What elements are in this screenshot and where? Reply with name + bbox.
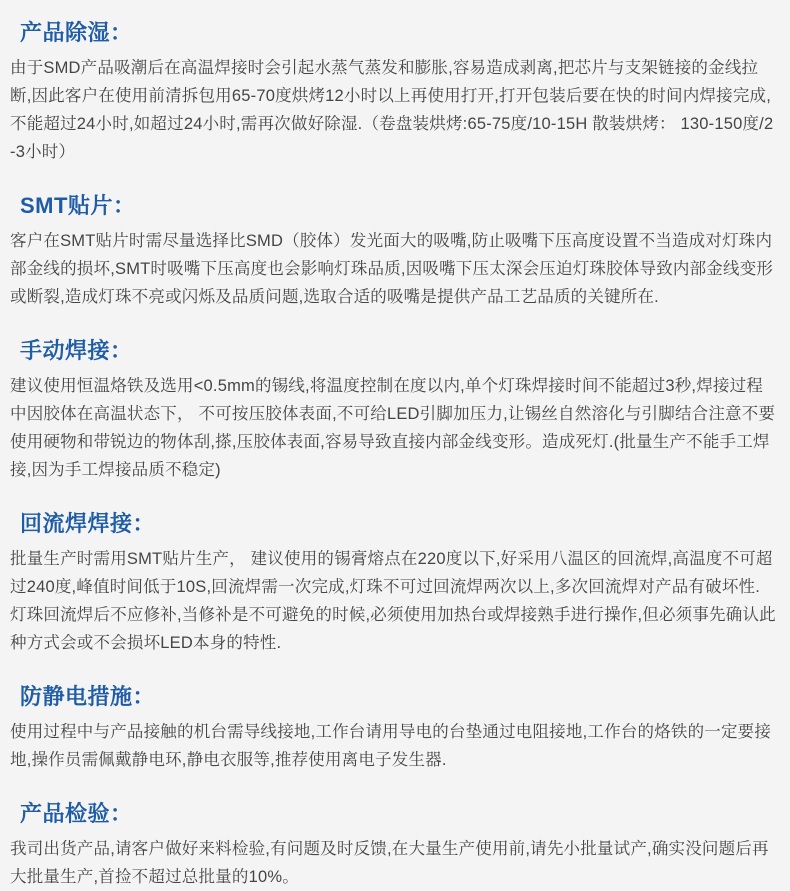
section-manual-soldering-title: 手动焊接： (20, 338, 133, 363)
section-antistatic-measures (0, 682, 776, 774)
section-dehumidification-title: 产品除湿： (20, 20, 133, 45)
section-manual-soldering-body: 建议使用恒温烙铁及选用<0.5mm的锡线,将温度控制在度以内,单个灯珠焊接时间不能超过3秒,焊接过程中因胶体在高温状态下， 不可按压胶体表面,不可给LED引脚加压力,让锡丝自然溶化与引脚结合注意不要使用硬物和带锐边的物体刮,搽,压胶体表面,容易导致直接内部金线变形。造成死灯.(批量生产不能手工焊接,因为手工焊接品质不稳定) (10, 377, 776, 479)
section-smt-placement-body: 客户在SMT贴片时需尽量选择比SMD（胶体）发光面大的吸嘴,防止吸嘴下压高度设置不当造成对灯珠内部金线的损坏,SMT时吸嘴下压高度也会影响灯珠品质,因吸嘴下压太深会压迫灯珠胶体导致内部金线变形或断裂,造成灯珠不亮或闪烁及品质问题,选取合适的吸嘴是提供产品工艺品质的关键所在. (10, 232, 774, 306)
section-product-inspection-title: 产品检验： (20, 801, 133, 826)
section-manual-soldering (0, 336, 776, 484)
section-product-inspection-body: 我司出货产品,请客户做好来料检验,有问题及时反馈,在大量生产使用前,请先小批量试产,确实没问题后再大批量生产,首捡不超过总批量的10%。 (10, 840, 769, 886)
section-antistatic-measures-body: 使用过程中与产品接触的机台需导线接地,工作台请用导电的台垫通过电阻接地,工作台的烙铁的一定要接地,操作员需佩戴静电环,静电衣服等,推荐使用离电子发生器. (10, 723, 772, 769)
section-smt-placement-title: SMT贴片： (20, 193, 136, 218)
section-smt-placement (0, 191, 776, 311)
section-dehumidification-body: 由于SMD产品吸潮后在高温焊接时会引起水蒸气蒸发和膨胀,容易造成剥离,把芯片与支架链接的金线拉断,因此客户在使用前清拆包用65-70度烘烤12小时以上再使用打开,打开包装后要在快的时间内焊接完成,不能超过24小时,如超过24小时,需再次做好除湿.（卷盘装烘烤:65-75度/10-15H 散装烘烤： 130-150度/2-3小时） (10, 59, 774, 161)
section-product-inspection (0, 799, 776, 891)
section-reflow-soldering-body: 批量生产时需用SMT贴片生产， 建议使用的锡膏熔点在220度以下,好采用八温区的回流焊,高温度不可超过240度,峰值时间低于10S,回流焊需一次完成,灯珠不可过回流焊两次以上,多次回流焊对产品有破坏性.灯珠回流焊后不应修补,当修补是不可避免的时候,必须使用加热台或焊接熟手进行操作,但必须事先确认此种方式会或不会损坏LED本身的特性. (10, 550, 776, 652)
section-reflow-soldering (0, 509, 776, 657)
section-dehumidification (0, 18, 776, 166)
section-reflow-soldering-title: 回流焊焊接： (20, 511, 156, 536)
section-antistatic-measures-title: 防静电措施： (20, 684, 156, 709)
